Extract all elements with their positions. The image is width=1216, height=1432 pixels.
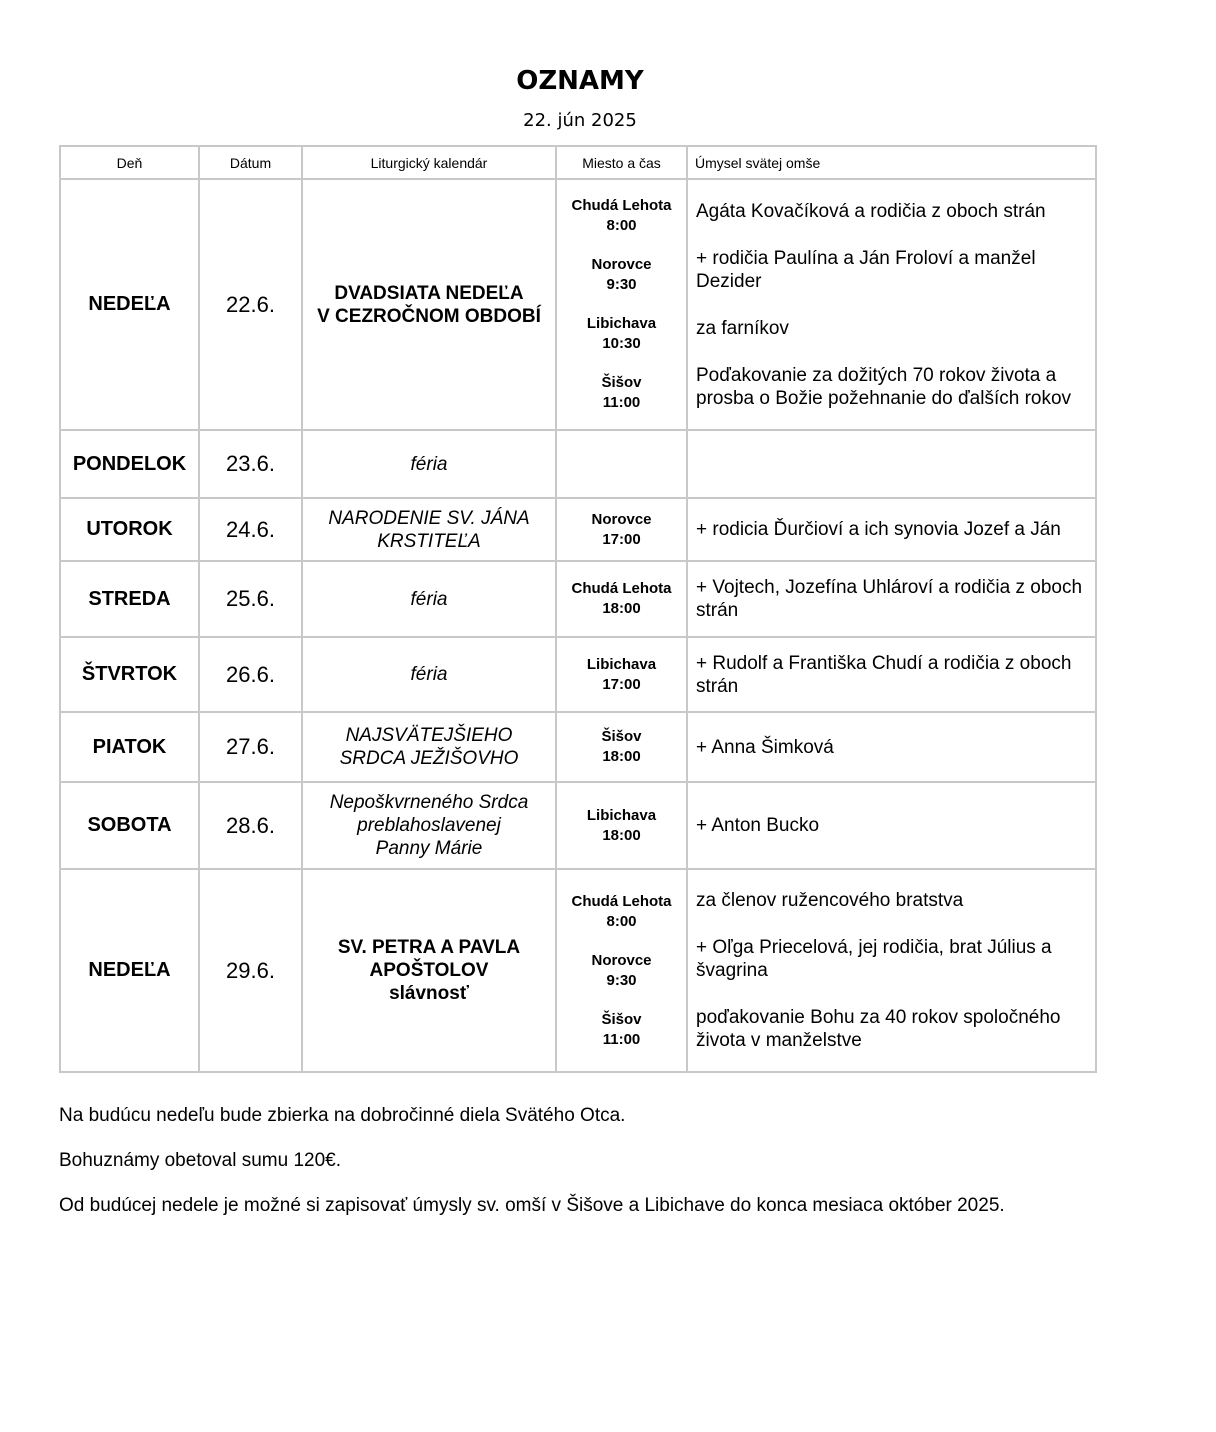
mass-time: 18:00: [602, 600, 641, 617]
mass-time: 17:00: [602, 530, 641, 548]
day-cell: SOBOTA: [60, 782, 199, 869]
mass-place: Libichava: [586, 315, 657, 332]
table-row: [60, 498, 1096, 561]
mass-place: Šišov: [601, 1010, 642, 1028]
place-time-cell: [556, 869, 687, 1072]
mass-slot: [561, 951, 682, 991]
place-time-cell: [556, 637, 687, 712]
liturgy-line: féria: [410, 588, 448, 610]
table-row: [60, 712, 1096, 782]
mass-slot: [561, 727, 682, 767]
page-title: OZNAMY: [516, 66, 644, 96]
day-cell: PIATOK: [60, 712, 199, 782]
day-cell: ŠTVRTOK: [60, 637, 199, 712]
intention-text: za členov ružencového bratstva: [696, 890, 964, 911]
date-cell: 27.6.: [199, 712, 302, 782]
liturgy-line: féria: [410, 664, 448, 685]
date-cell: 28.6.: [199, 782, 302, 869]
mass-time: 9:30: [606, 971, 637, 989]
day-cell: STREDA: [60, 561, 199, 637]
intention-cell: [687, 561, 1096, 637]
table-row: [60, 869, 1096, 1072]
table-header-row: [60, 146, 1096, 179]
intention-text: poďakovanie Bohu za 40 rokov spoločného života v manželstve: [696, 1007, 1061, 1051]
mass-place: Chudá Lehota: [571, 197, 672, 214]
liturgy-line: KRSTITEĽA: [377, 530, 481, 552]
intention-text: Poďakovanie za dožitých 70 rokov života a prosba o Božie požehnanie do ďalších rokov: [696, 364, 1072, 409]
place-time-cell: [556, 782, 687, 869]
liturgy-cell: [302, 869, 556, 1072]
mass-place: Norovce: [591, 951, 652, 969]
announcements: [59, 1104, 1005, 1239]
page-date: 22. jún 2025: [523, 110, 637, 131]
day-cell: NEDEĽA: [60, 869, 199, 1072]
mass-time: 17:00: [602, 675, 641, 693]
column-header-day: Deň: [60, 146, 199, 179]
mass-time: 11:00: [602, 1030, 641, 1048]
mass-slot: [561, 255, 682, 295]
mass-place: Šišov: [601, 728, 642, 745]
intention-text: + Oľga Priecelová, jej rodičia, brat Július a švagrina: [696, 937, 1052, 981]
intention-cell: [687, 869, 1096, 1072]
intention-text: + Anna Šimková: [696, 736, 834, 758]
table-row: [60, 782, 1096, 869]
intention-text: + Anton Bucko: [696, 815, 820, 836]
mass-time: 18:00: [602, 826, 641, 844]
date-cell: 26.6.: [199, 637, 302, 712]
intention-text: + Vojtech, Jozefína Uhlároví a rodičia z oboch strán: [696, 577, 1083, 621]
liturgy-line: V CEZROČNOM OBDOBÍ: [317, 305, 541, 327]
column-header-date: Dátum: [199, 146, 302, 179]
column-header-intention: Úmysel svätej omše: [687, 146, 1096, 179]
date-cell: 29.6.: [199, 869, 302, 1072]
mass-slot: [561, 510, 682, 550]
announcement-text: Na budúcu nedeľu bude zbierka na dobročinné diela Svätého Otca.: [59, 1105, 626, 1126]
column-header-place-time: Miesto a čas: [556, 146, 687, 179]
liturgy-cell: [302, 498, 556, 561]
place-time-cell: [556, 179, 687, 430]
liturgy-cell: [302, 712, 556, 782]
liturgy-line: SRDCA JEŽIŠOVHO: [339, 748, 519, 769]
liturgy-line: NARODENIE SV. JÁNA: [328, 507, 530, 529]
table-row: [60, 561, 1096, 637]
schedule-table: [59, 145, 1097, 1073]
day-cell: NEDEĽA: [60, 179, 199, 430]
intention-cell: [687, 498, 1096, 561]
intention-text: + rodičia Paulína a Ján Froloví a manžel Dezider: [696, 247, 1036, 292]
mass-place: Šišov: [601, 374, 642, 391]
day-cell: PONDELOK: [60, 430, 199, 498]
mass-slot: [561, 655, 682, 695]
mass-slot: [561, 1010, 682, 1050]
mass-slot: [561, 892, 682, 932]
liturgy-line: SV. PETRA A PAVLA: [337, 937, 521, 958]
liturgy-line: NAJSVÄTEJŠIEHO: [345, 725, 513, 746]
liturgy-cell: [302, 782, 556, 869]
place-time-cell: [556, 498, 687, 561]
liturgy-cell: [302, 637, 556, 712]
intention-cell: [687, 637, 1096, 712]
mass-slot: [561, 314, 682, 354]
intention-cell: [687, 712, 1096, 782]
liturgy-line: DVADSIATA NEDEĽA: [334, 282, 524, 304]
intention-cell: [687, 430, 1096, 498]
date-cell: 24.6.: [199, 498, 302, 561]
intention-text: Agáta Kovačíková a rodičia z oboch strán: [696, 200, 1046, 222]
liturgy-cell: [302, 179, 556, 430]
mass-slot: [561, 373, 682, 413]
mass-slot: [561, 806, 682, 846]
liturgy-line: APOŠTOLOV: [369, 960, 489, 981]
table-row: [60, 430, 1096, 498]
table-row: [60, 179, 1096, 430]
mass-place: Norovce: [591, 510, 652, 528]
mass-place: Norovce: [591, 256, 652, 273]
date-cell: 22.6.: [199, 179, 302, 430]
mass-place: Libichava: [586, 806, 657, 824]
place-time-cell: [556, 430, 687, 498]
intention-cell: [687, 179, 1096, 430]
date-cell: 25.6.: [199, 561, 302, 637]
liturgy-line: Panny Márie: [375, 838, 483, 859]
place-time-cell: [556, 712, 687, 782]
announcement-text: Od budúcej nedele je možné si zapisovať úmysly sv. omší v Šišove a Libichave do konca mesiaca október 2025.: [59, 1195, 1005, 1216]
mass-time: 18:00: [602, 748, 641, 765]
day-cell: UTOROK: [60, 498, 199, 561]
liturgy-line: Nepoškvrneného Srdca: [329, 792, 529, 813]
mass-time: 11:00: [602, 394, 641, 411]
mass-place: Libichava: [586, 655, 657, 673]
place-time-cell: [556, 561, 687, 637]
announcement-text: Bohuznámy obetoval sumu 120€.: [59, 1150, 342, 1171]
column-header-liturgy: Liturgický kalendár: [302, 146, 556, 179]
mass-time: 8:00: [606, 912, 637, 930]
mass-time: 9:30: [606, 276, 637, 293]
mass-time: 10:30: [602, 335, 641, 352]
table-row: [60, 637, 1096, 712]
intention-text: za farníkov: [696, 317, 789, 339]
mass-slot: [561, 579, 682, 619]
liturgy-line: féria: [410, 453, 448, 475]
liturgy-cell: [302, 561, 556, 637]
mass-place: Chudá Lehota: [571, 892, 672, 910]
mass-place: Chudá Lehota: [571, 580, 672, 597]
liturgy-line: preblahoslavenej: [357, 815, 501, 836]
intention-text: + Rudolf a Františka Chudí a rodičia z oboch strán: [696, 652, 1072, 697]
mass-time: 8:00: [606, 217, 637, 234]
intention-text: + rodicia Ďurčioví a ich synovia Jozef a Ján: [696, 519, 1061, 540]
date-cell: 23.6.: [199, 430, 302, 498]
liturgy-cell: [302, 430, 556, 498]
intention-cell: [687, 782, 1096, 869]
liturgy-line: slávnosť: [389, 983, 469, 1004]
mass-slot: [561, 196, 682, 236]
